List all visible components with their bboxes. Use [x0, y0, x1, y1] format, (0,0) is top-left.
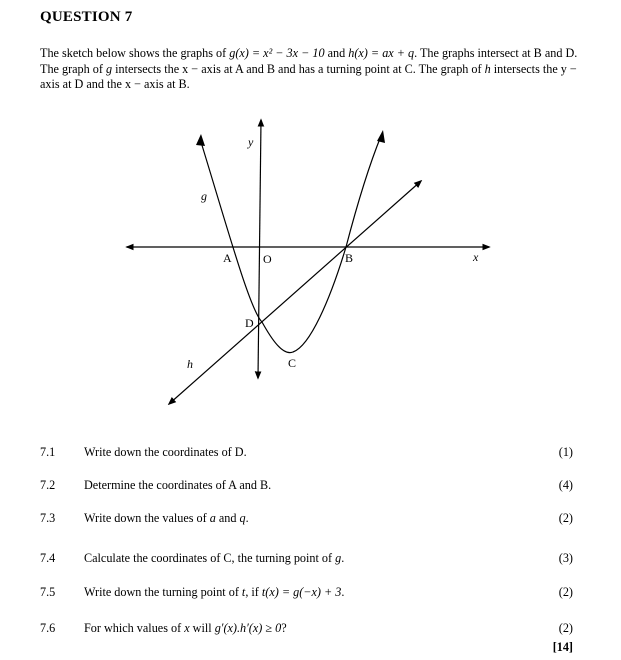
- label-y: y: [248, 135, 254, 149]
- question-title: QUESTION 7: [40, 9, 133, 25]
- text-part: will: [192, 621, 212, 635]
- text-part: ?: [281, 621, 287, 635]
- total-marks: [14]: [552, 640, 573, 654]
- text-part: Write down the values of: [84, 511, 207, 525]
- label-B: B: [345, 251, 354, 265]
- question-number: 7.5: [40, 585, 56, 599]
- line-h: [169, 181, 421, 404]
- variable-g: g: [335, 551, 342, 565]
- variable-t: t: [241, 585, 246, 599]
- question-number: 7.1: [40, 445, 56, 459]
- text-part: .: [341, 551, 345, 565]
- question-marks: (4): [558, 478, 573, 492]
- text-part: .: [245, 511, 249, 525]
- text-part: , if: [245, 585, 259, 599]
- intro-text-2: . The graphs intersect at B and D. The graph of: [40, 46, 578, 76]
- intro-g-name: g: [106, 61, 113, 76]
- expression-derivative: g′(x).h′(x) ≥ 0: [214, 621, 282, 635]
- variable-x: x: [184, 621, 190, 635]
- label-C: C: [288, 356, 297, 370]
- label-D: D: [245, 316, 254, 330]
- text-part: and: [218, 511, 237, 525]
- question-marks: (2): [558, 621, 573, 635]
- label-O: O: [263, 252, 272, 266]
- text-part: .: [341, 585, 345, 599]
- question-text: [84, 551, 344, 566]
- parabola-left-arrow: [196, 134, 205, 146]
- y-axis: [258, 120, 261, 378]
- question-text: Determine the coordinates of A and B.: [84, 478, 272, 492]
- variable-q: q: [239, 511, 246, 525]
- g-definition: g(x) = x² − 3x − 10: [229, 46, 325, 60]
- intro-text-3: intersects the x − axis at A and B and has a turning point at C. The graph of: [115, 61, 482, 76]
- question-marks: (1): [558, 445, 573, 459]
- intro-h-name: h: [484, 61, 491, 76]
- h-definition: h(x) = ax + q: [348, 46, 415, 60]
- intro-text-1: The sketch below shows the graphs of: [40, 46, 227, 60]
- label-g: g: [201, 189, 207, 203]
- question-number: 7.6: [40, 621, 56, 635]
- question-marks: (3): [558, 551, 573, 565]
- intro-and: and: [327, 46, 346, 60]
- text-part: Calculate the coordinates of C, the turning point of: [84, 551, 333, 565]
- question-marks: (2): [558, 585, 573, 599]
- question-text: [84, 511, 249, 526]
- question-text: Write down the coordinates of D.: [84, 445, 247, 459]
- text-part: For which values of: [84, 621, 182, 635]
- question-number: 7.2: [40, 478, 56, 492]
- question-text: [84, 585, 344, 600]
- question-text: [84, 621, 287, 636]
- intro-text-4: intersects the y − axis at D and the x − axis at B.: [40, 61, 577, 91]
- variable-a: a: [209, 511, 216, 525]
- question-marks: (2): [558, 511, 573, 525]
- label-h: h: [187, 357, 193, 371]
- label-x: x: [473, 250, 479, 264]
- parabola-right-arrow: [377, 130, 385, 143]
- text-part: Write down the turning point of: [84, 585, 239, 599]
- expression-t: t(x) = g(−x) + 3: [261, 585, 342, 599]
- question-number: 7.3: [40, 511, 56, 525]
- label-A: A: [223, 251, 232, 265]
- parabola-g: [201, 136, 381, 353]
- question-number: 7.4: [40, 551, 56, 565]
